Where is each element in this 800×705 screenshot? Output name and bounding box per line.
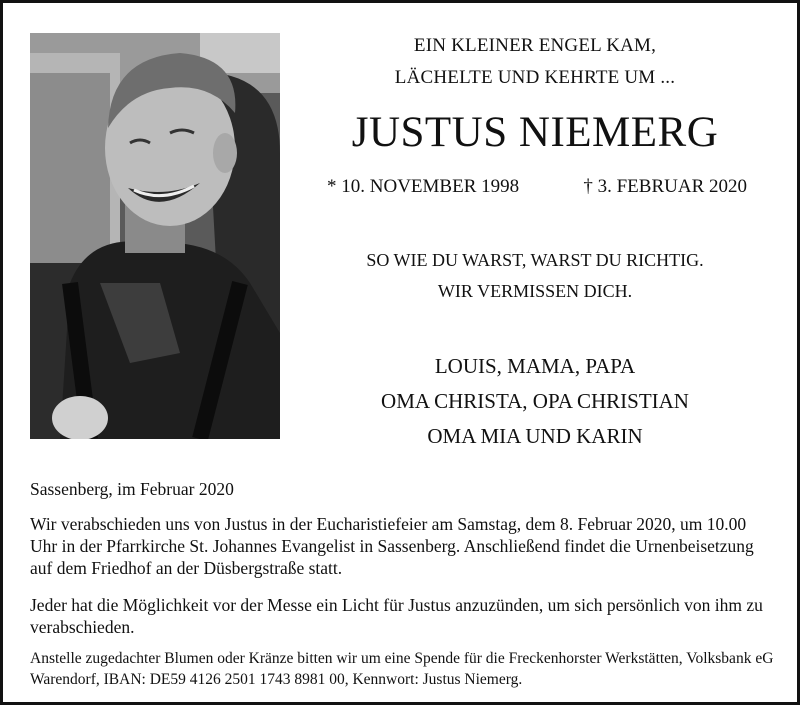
donation-note: Anstelle zugedachter Blumen oder Kränze bitten wir um eine Spende für die Freckenhorster Werkstätten, Volksbank eG Warendorf, IBAN: DE59 4126 2501 1743 8981 00, Kennwort: Justus Niemerg. — [30, 650, 774, 688]
memorial-quote — [320, 245, 750, 307]
death-date: † 3. FEBRUAR 2020 — [583, 176, 747, 197]
family-line-2: OMA CHRISTA, OPA CHRISTIAN — [381, 389, 689, 413]
ceremony-paragraph: Wir verabschieden uns von Justus in der Eucharistiefeier am Samstag, dem 8. Februar 2020, um 10.00 Uhr in der Pfarrkirche St. Johannes Evangelist in Sassenberg. Anschließend findet die Urnenbeisetzung auf dem Friedhof an der Düsbergstraße statt. — [30, 514, 754, 578]
motto-line-1: EIN KLEINER ENGEL KAM, — [413, 35, 657, 56]
notice-body — [30, 478, 775, 638]
birth-date: * 10. NOVEMBER 1998 — [327, 176, 520, 197]
motto — [320, 30, 750, 94]
family-names — [320, 349, 750, 454]
header-block — [320, 30, 750, 158]
family-line-1: LOUIS, MAMA, PAPA — [434, 354, 636, 378]
portrait-photo — [30, 33, 280, 439]
place-date: Sassenberg, im Februar 2020 — [30, 479, 234, 499]
family-line-3: OMA MIA UND KARIN — [427, 424, 643, 448]
quote-line-1: SO WIE DU WARST, WARST DU RICHTIG. — [366, 250, 704, 270]
quote-line-2: WIR VERMISSEN DICH. — [437, 281, 633, 301]
motto-line-2: LÄCHELTE UND KEHRTE UM ... — [394, 67, 676, 88]
deceased-name: JUSTUS NIEMERG — [351, 109, 719, 156]
farewell-paragraph: Jeder hat die Möglichkeit vor der Messe ein Licht für Justus anzuzünden, um sich persönlich von ihm zu verabschieden. — [30, 595, 763, 637]
